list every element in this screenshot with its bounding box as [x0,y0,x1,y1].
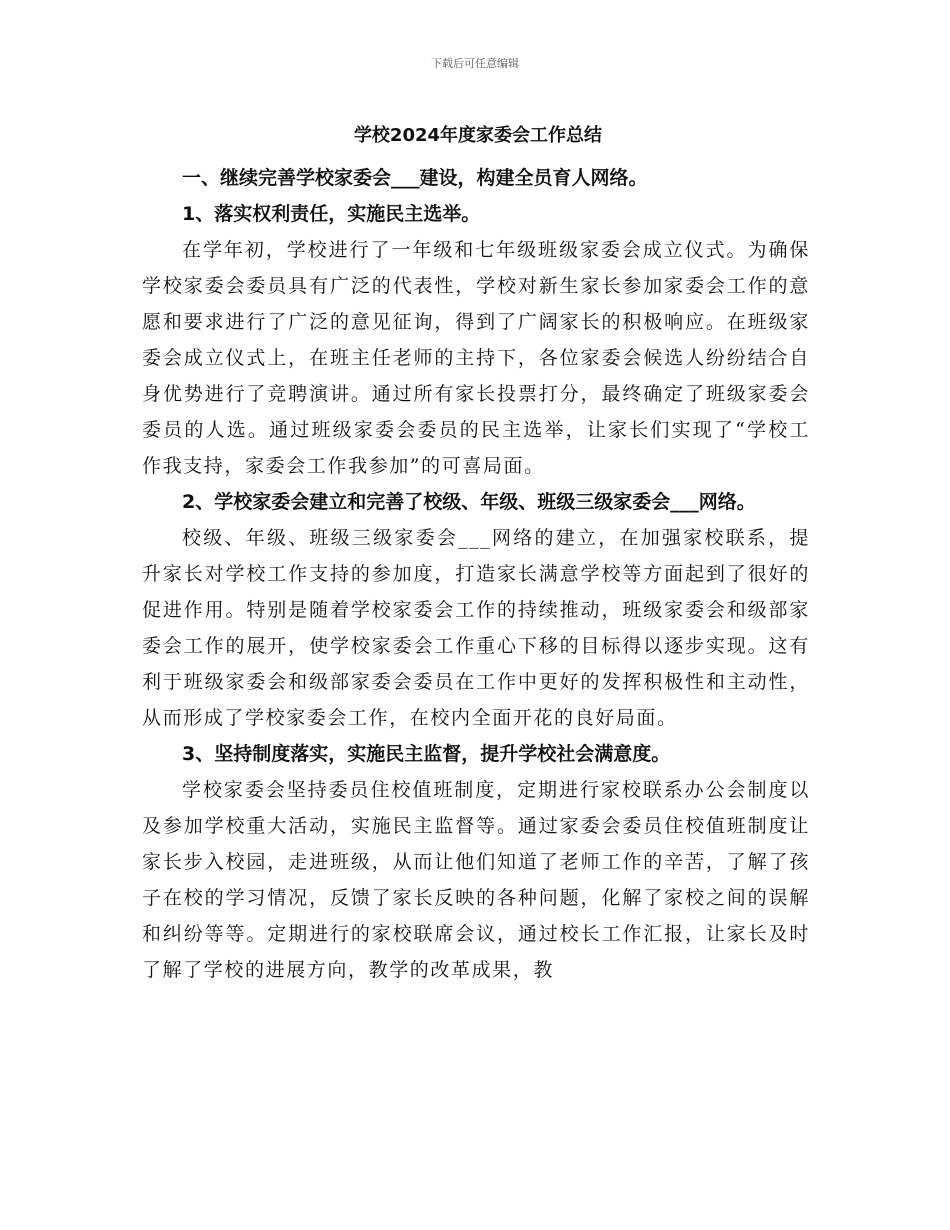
subsection-heading-3: 3、坚持制度落实，实施民主监督，提升学校社会满意度。 [182,743,671,765]
subsection-heading-2: 2、学校家委会建立和完善了校级、年级、班级三级家委会___网络。 [182,491,756,513]
section-heading-1: 一、继续完善学校家委会___建设，构建全员育人网络。 [182,167,648,189]
paragraph-2: 校级、年级、班级三级家委会___网络的建立，在加强家校联系，提升家长对学校工作支持的参加度，打造家长满意学校等方面起到了很好的促进作用。特别是随着学校家委会工作的持续推动，班级家委会和级部家委会工作的展开，使学校家委会工作重心下移的目标得以逐步实现。这有利于班级家委会和级部家委会委员在工作中更好的发挥积极性和主动性，从而形成了学校家委会工作，在校内全面开花的良好局面。 [142,527,810,729]
subsection-heading-1: 1、落实权利责任，实施民主选举。 [182,203,481,225]
document-body [142,118,810,988]
header-note: 下载后可任意编辑 [431,57,519,70]
document-title: 学校2024年度家委会工作总结 [353,125,603,146]
paragraph-1: 在学年初，学校进行了一年级和七年级班级家委会成立仪式。为确保学校家委会委员具有广泛的代表性，学校对新生家长参加家委会工作的意愿和要求进行了广泛的意见征询，得到了广阔家长的积极响应。在班级家委会成立仪式上，在班主任老师的主持下，各位家委会候选人纷纷结合自身优势进行了竞聘演讲。通过所有家长投票打分，最终确定了班级家委会委员的人选。通过班级家委会委员的民主选举，让家长们实现了“学校工作我支持，家委会工作我参加”的可喜局面。 [142,239,810,477]
paragraph-3: 学校家委会坚持委员住校值班制度，定期进行家校联系办公会制度以及参加学校重大活动，实施民主监督等。通过家委会委员住校值班制度让家长步入校园，走进班级，从而让他们知道了老师工作的辛苦，了解了孩子在校的学习情况，反馈了家长反映的各种问题，化解了家校之间的误解和纠纷等等。定期进行的家校联席会议，通过校长工作汇报，让家长及时了解了学校的进展方向，教学的改革成果，教 [142,779,810,981]
